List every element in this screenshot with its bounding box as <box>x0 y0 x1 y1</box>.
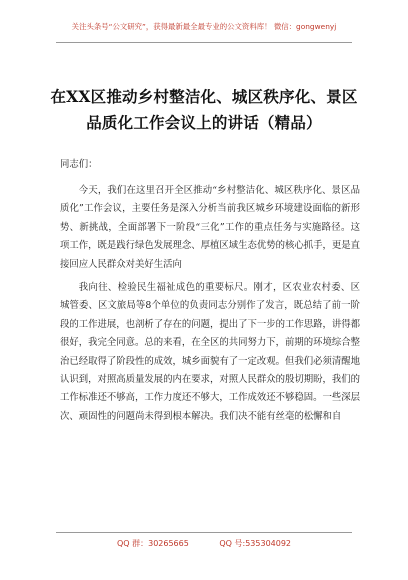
document-body <box>60 182 360 431</box>
document-title: 在XX区推动乡村整洁化、城区秩序化、景区品质化工作会议上的讲话（精品） <box>50 87 358 132</box>
footer <box>0 538 408 550</box>
footer-qq-number: QQ 号:535304092 <box>219 539 292 548</box>
header-divider <box>56 42 352 43</box>
footer-divider <box>56 532 352 533</box>
body-paragraph: 今天，我们在这里召开全区推动“乡村整洁化、城区秩序化、景区品质化”工作会议，主要任务是深入分析当前我区城乡环境建设面临的新形势、新挑战，全面部署下一阶段“三化”工作的重点任务与实施路径。这项工作，既是践行绿色发展理念、厚植区域生态优势的核心抓手，更是直接回应人民群众对美好生活向 <box>60 185 361 270</box>
body-paragraph: 我向往、检验民生福祉成色的重要标尺。刚才，区农业农村委、区城管委、区文旅局等8个单位的负责同志分别作了发言，既总结了前一阶段的工作进展，也剖析了存在的问题，提出了下一步的工作思路，讲得都很好，我完全同意。总的来看，在全区的共同努力下，前期的环境综合整治已经取得了阶段性的成效，城乡面貌有了一定改观。但我们必须清醒地认识到，对照高质量发展的内在要求，对照人民群众的殷切期盼，我们的工作标准还不够高，工作力度还不够大，工作成效还不够稳固。一些深层次、顽固性的问题尚未得到根本解决。我们决不能有丝毫的松懈和自 <box>60 282 361 422</box>
footer-qq-group: QQ 群：30265665 <box>116 539 189 548</box>
header-banner: 关注头条号“公文研究”，获得最新最全最专业的公文资料库！ 微信：gongwenyj <box>71 22 337 31</box>
salutation: 同志们： <box>60 159 98 170</box>
